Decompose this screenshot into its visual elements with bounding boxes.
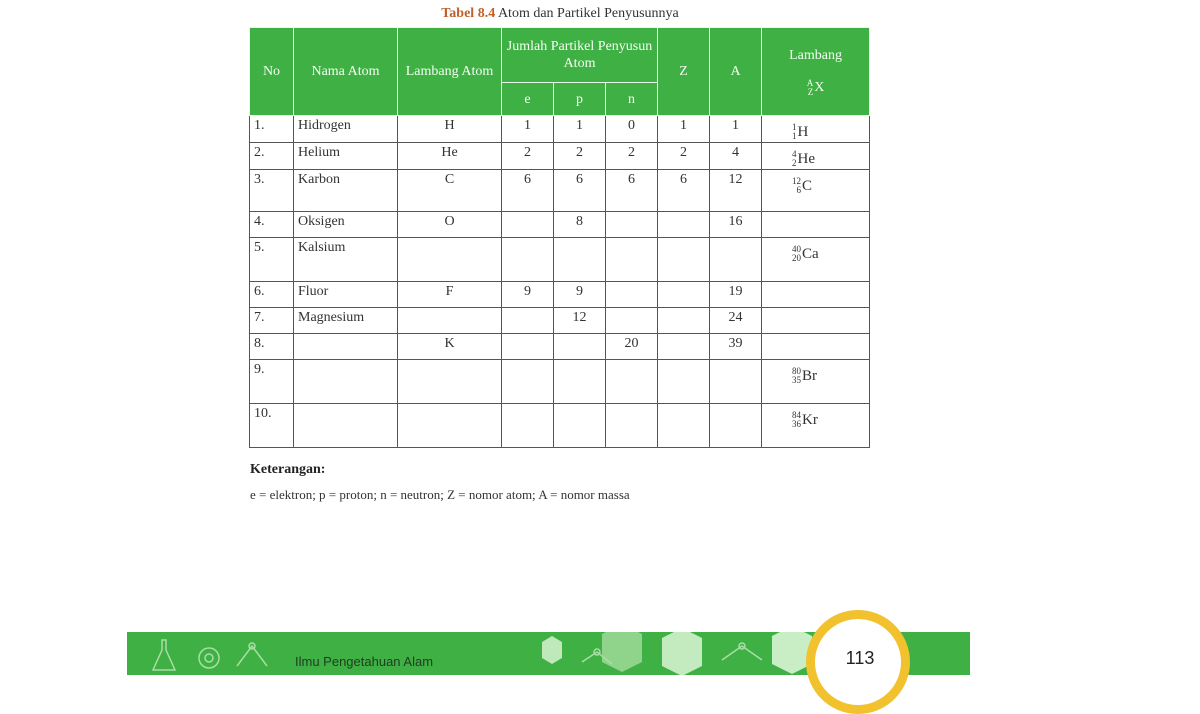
isotope-mass: 40 bbox=[792, 244, 802, 254]
isotope-notation bbox=[792, 410, 818, 430]
header-jumlah-partikel: Jumlah Partikel Penyusun Atom bbox=[502, 28, 658, 83]
table-number: Tabel 8.4 bbox=[441, 6, 496, 21]
cell-z bbox=[658, 334, 710, 360]
cell-name: Fluor bbox=[294, 282, 398, 308]
science-doodle-icon bbox=[147, 636, 277, 675]
cell-e: 6 bbox=[502, 170, 554, 212]
cell-no: 5. bbox=[250, 238, 294, 282]
table-row bbox=[250, 212, 870, 238]
header-notation-symbol: X bbox=[814, 80, 825, 95]
cell-n: 0 bbox=[606, 116, 658, 143]
isotope-mass: 12 bbox=[792, 176, 802, 186]
cell-name: Oksigen bbox=[294, 212, 398, 238]
header-nama-atom: Nama Atom bbox=[294, 28, 398, 116]
cell-p bbox=[554, 238, 606, 282]
cell-n: 20 bbox=[606, 334, 658, 360]
cell-n bbox=[606, 212, 658, 238]
cell-a bbox=[710, 238, 762, 282]
cell-e bbox=[502, 238, 554, 282]
cell-notation bbox=[762, 404, 870, 448]
isotope-number: 6 bbox=[796, 185, 802, 195]
isotope-symbol: Br bbox=[802, 368, 818, 384]
cell-notation bbox=[762, 238, 870, 282]
table-row bbox=[250, 238, 870, 282]
cell-no: 2. bbox=[250, 143, 294, 170]
isotope-mass: 84 bbox=[792, 410, 802, 420]
cell-n: 2 bbox=[606, 143, 658, 170]
table-row bbox=[250, 116, 870, 143]
cell-e: 2 bbox=[502, 143, 554, 170]
table-body bbox=[250, 116, 870, 448]
cell-notation bbox=[762, 116, 870, 143]
cell-z bbox=[658, 404, 710, 448]
isotope-mass: 4 bbox=[792, 149, 797, 159]
cell-notation bbox=[762, 308, 870, 334]
cell-p: 9 bbox=[554, 282, 606, 308]
notes-body: e = elektron; p = proton; n = neutron; Z = nomor atom; A = nomor massa bbox=[250, 487, 630, 502]
header-lambang-notasi bbox=[762, 28, 870, 116]
cell-z bbox=[658, 238, 710, 282]
cell-notation bbox=[762, 143, 870, 170]
isotope-symbol: H bbox=[797, 124, 809, 140]
cell-name: Magnesium bbox=[294, 308, 398, 334]
table-row bbox=[250, 334, 870, 360]
isotope-number: 35 bbox=[792, 375, 802, 385]
cell-z: 1 bbox=[658, 116, 710, 143]
table-row bbox=[250, 170, 870, 212]
table-row bbox=[250, 308, 870, 334]
cell-symbol: C bbox=[398, 170, 502, 212]
cell-a: 19 bbox=[710, 282, 762, 308]
isotope-mass: 1 bbox=[792, 122, 797, 132]
cell-p: 12 bbox=[554, 308, 606, 334]
cell-n bbox=[606, 360, 658, 404]
isotope-symbol: He bbox=[797, 151, 816, 167]
cell-name bbox=[294, 360, 398, 404]
isotope-mass: 80 bbox=[792, 366, 802, 376]
isotope-number: 20 bbox=[792, 253, 802, 263]
cell-symbol bbox=[398, 404, 502, 448]
header-notation-number: Z bbox=[807, 86, 814, 97]
header-lambang-label: Lambang bbox=[789, 47, 842, 63]
table-header bbox=[250, 28, 870, 116]
header-lambang-atom: Lambang Atom bbox=[398, 28, 502, 116]
header-z: Z bbox=[658, 28, 710, 116]
table-title: Atom dan Partikel Penyusunnya bbox=[497, 6, 679, 21]
isotope-number: 2 bbox=[792, 158, 797, 168]
cell-a: 1 bbox=[710, 116, 762, 143]
cell-no: 9. bbox=[250, 360, 294, 404]
cell-notation bbox=[762, 360, 870, 404]
cell-symbol: F bbox=[398, 282, 502, 308]
cell-a bbox=[710, 404, 762, 448]
cell-n bbox=[606, 282, 658, 308]
cell-p bbox=[554, 334, 606, 360]
cell-no: 7. bbox=[250, 308, 294, 334]
cell-z bbox=[658, 212, 710, 238]
cell-p: 8 bbox=[554, 212, 606, 238]
cell-symbol bbox=[398, 238, 502, 282]
cell-n bbox=[606, 404, 658, 448]
cell-name: Hidrogen bbox=[294, 116, 398, 143]
cell-a: 39 bbox=[710, 334, 762, 360]
cell-a: 16 bbox=[710, 212, 762, 238]
isotope-number: 1 bbox=[792, 131, 797, 141]
cell-no: 4. bbox=[250, 212, 294, 238]
cell-no: 8. bbox=[250, 334, 294, 360]
isotope-symbol: Ca bbox=[802, 246, 819, 262]
cell-symbol bbox=[398, 308, 502, 334]
isotope-notation bbox=[792, 176, 812, 196]
table-row bbox=[250, 360, 870, 404]
isotope-symbol: C bbox=[802, 178, 813, 194]
isotope-number: 36 bbox=[792, 419, 802, 429]
header-n: n bbox=[606, 83, 658, 116]
cell-p: 1 bbox=[554, 116, 606, 143]
cell-symbol: He bbox=[398, 143, 502, 170]
cell-e bbox=[502, 404, 554, 448]
isotope-notation bbox=[792, 244, 819, 264]
cell-symbol: H bbox=[398, 116, 502, 143]
cell-p: 2 bbox=[554, 143, 606, 170]
header-p: p bbox=[554, 83, 606, 116]
header-a: A bbox=[710, 28, 762, 116]
cell-n: 6 bbox=[606, 170, 658, 212]
cell-a: 12 bbox=[710, 170, 762, 212]
cell-name bbox=[294, 334, 398, 360]
cell-no: 6. bbox=[250, 282, 294, 308]
cell-z: 6 bbox=[658, 170, 710, 212]
cell-z bbox=[658, 282, 710, 308]
cell-notation bbox=[762, 334, 870, 360]
isotope-symbol: Kr bbox=[802, 412, 818, 428]
footer-subject: Ilmu Pengetahuan Alam bbox=[295, 654, 434, 669]
cell-p: 6 bbox=[554, 170, 606, 212]
cell-no: 10. bbox=[250, 404, 294, 448]
page-number: 113 bbox=[845, 648, 875, 668]
cell-z bbox=[658, 308, 710, 334]
cell-n bbox=[606, 308, 658, 334]
table-row bbox=[250, 282, 870, 308]
header-e: e bbox=[502, 83, 554, 116]
cell-name: Helium bbox=[294, 143, 398, 170]
cell-e bbox=[502, 360, 554, 404]
cell-z: 2 bbox=[658, 143, 710, 170]
cell-no: 3. bbox=[250, 170, 294, 212]
cell-no: 1. bbox=[250, 116, 294, 143]
cell-e bbox=[502, 334, 554, 360]
cell-z bbox=[658, 360, 710, 404]
cell-p bbox=[554, 360, 606, 404]
table-row bbox=[250, 143, 870, 170]
cell-e: 1 bbox=[502, 116, 554, 143]
isotope-notation bbox=[792, 122, 808, 142]
cell-notation bbox=[762, 212, 870, 238]
cell-symbol bbox=[398, 360, 502, 404]
header-notation-mass: A bbox=[806, 77, 814, 88]
cell-notation bbox=[762, 170, 870, 212]
isotope-notation bbox=[792, 366, 817, 386]
notes-title: Keterangan: bbox=[250, 462, 326, 477]
cell-e bbox=[502, 308, 554, 334]
cell-e: 9 bbox=[502, 282, 554, 308]
table-caption bbox=[250, 6, 870, 22]
cell-n bbox=[606, 238, 658, 282]
cell-a: 4 bbox=[710, 143, 762, 170]
cell-symbol: O bbox=[398, 212, 502, 238]
cell-a: 24 bbox=[710, 308, 762, 334]
header-notation bbox=[762, 74, 869, 97]
atom-table bbox=[249, 27, 870, 448]
header-no: No bbox=[250, 28, 294, 116]
cell-e bbox=[502, 212, 554, 238]
cell-name: Karbon bbox=[294, 170, 398, 212]
cell-name: Kalsium bbox=[294, 238, 398, 282]
table-row bbox=[250, 404, 870, 448]
cell-p bbox=[554, 404, 606, 448]
cell-a bbox=[710, 360, 762, 404]
isotope-notation bbox=[792, 149, 815, 169]
cell-notation bbox=[762, 282, 870, 308]
cell-name bbox=[294, 404, 398, 448]
cell-symbol: K bbox=[398, 334, 502, 360]
